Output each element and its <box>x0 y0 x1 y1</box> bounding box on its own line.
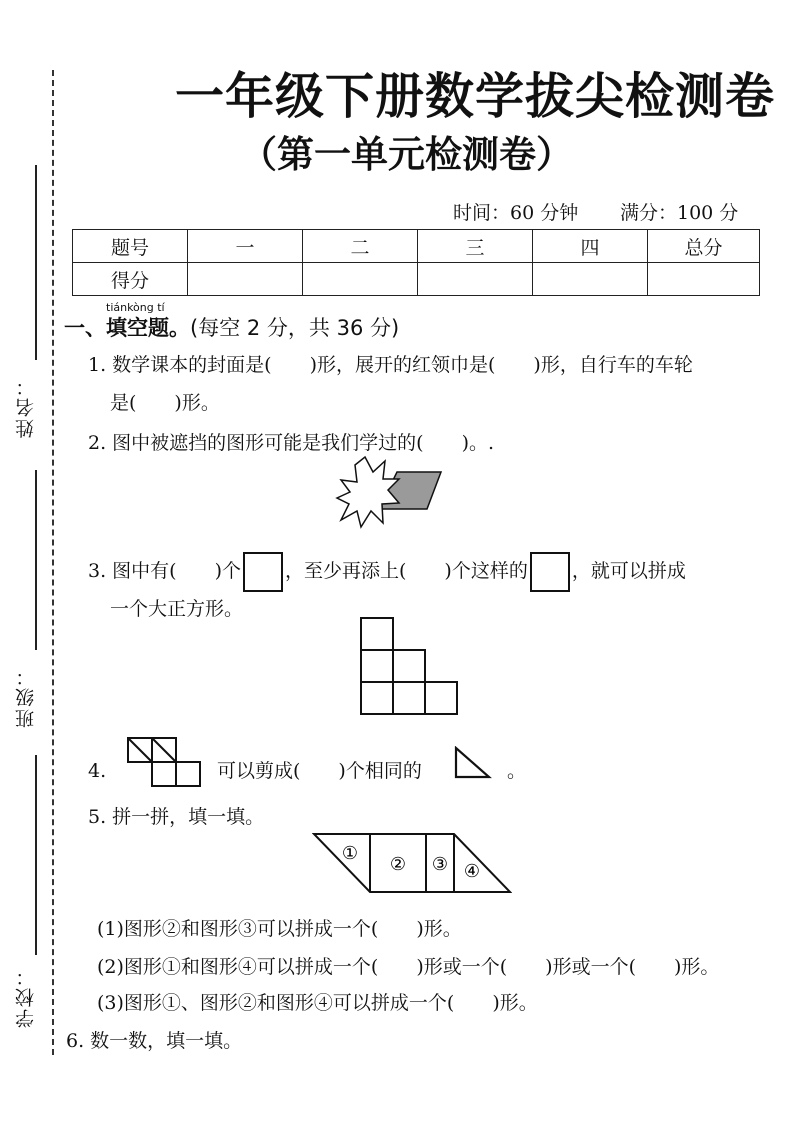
question-6: 6. 数一数，填一填。 <box>66 1030 243 1052</box>
question-5: 5. 拼一拼，填一填。 <box>88 806 265 828</box>
binding-dashed-line <box>52 70 54 1055</box>
question-3-line-1 <box>88 552 686 592</box>
question-1-line-2: 是( )形。 <box>110 392 220 414</box>
school-label: 学校： <box>15 965 37 1028</box>
question-2: 2. 图中被遮挡的图形可能是我们学过的( )。. <box>88 432 495 454</box>
right-triangle-icon <box>453 746 493 780</box>
school-underline <box>35 755 37 955</box>
question-3-part-b: ，至少再添上( )个这样的 <box>285 560 528 582</box>
piece-label-3: ③ <box>431 854 449 875</box>
table-cell: 得分 <box>73 263 188 296</box>
question-3-line-2: 一个大正方形。 <box>110 598 244 620</box>
class-underline <box>35 470 37 650</box>
score-input-cell[interactable] <box>648 263 760 296</box>
piece-label-2: ② <box>389 854 407 875</box>
four-squares-figure <box>126 736 204 788</box>
square-icon <box>243 552 283 592</box>
table-cell: 总分 <box>648 230 760 263</box>
table-cell: 四 <box>533 230 648 263</box>
section-title <box>64 312 399 342</box>
full-score: 满分：100 分 <box>620 202 739 224</box>
section-points: (每空 2 分，共 36 分) <box>190 316 400 340</box>
question-5-part-2: (2)图形①和图形④可以拼成一个( )形或一个( )形或一个( )形。 <box>97 956 720 978</box>
score-table-header-row <box>73 230 760 263</box>
question-4-number: 4. <box>88 760 107 782</box>
section-pinyin: tiánkòng tí <box>106 301 165 314</box>
square-icon <box>530 552 570 592</box>
table-cell: 三 <box>418 230 533 263</box>
piece-label-1: ① <box>341 843 359 864</box>
question-1-line-1: 1. 数学课本的封面是( )形，展开的红领巾是( )形，自行车的车轮 <box>88 354 693 376</box>
page-title: 一年级下册数学拔尖检测卷 <box>175 68 776 125</box>
exam-time: 时间：60 分钟 <box>453 202 579 224</box>
piece-label-4: ④ <box>463 861 481 882</box>
name-label: 姓名： <box>15 375 37 438</box>
name-underline <box>35 165 37 360</box>
score-table-score-row <box>73 263 760 296</box>
table-cell: 一 <box>188 230 303 263</box>
score-input-cell[interactable] <box>188 263 303 296</box>
table-cell: 题号 <box>73 230 188 263</box>
page-subtitle: （第一单元检测卷） <box>240 133 573 176</box>
question-3-part-a: 3. 图中有( )个 <box>88 560 241 582</box>
score-input-cell[interactable] <box>418 263 533 296</box>
hidden-shape-figure <box>335 455 447 533</box>
question-4-text: 可以剪成( )个相同的 <box>217 760 422 782</box>
question-4-end: 。 <box>507 760 527 782</box>
class-label: 班级： <box>15 665 37 728</box>
section-title-text: 一、填空题。 <box>64 316 190 340</box>
question-5-part-1: (1)图形②和图形③可以拼成一个( )形。 <box>97 918 462 940</box>
score-input-cell[interactable] <box>533 263 648 296</box>
score-input-cell[interactable] <box>303 263 418 296</box>
parallelogram-pieces-figure <box>312 832 512 894</box>
table-cell: 二 <box>303 230 418 263</box>
score-table <box>72 229 760 296</box>
staircase-squares-figure <box>359 616 461 718</box>
question-3-part-c: ，就可以拼成 <box>571 560 686 582</box>
starburst-cover <box>337 457 399 527</box>
question-5-part-3: (3)图形①、图形②和图形④可以拼成一个( )形。 <box>97 992 538 1014</box>
